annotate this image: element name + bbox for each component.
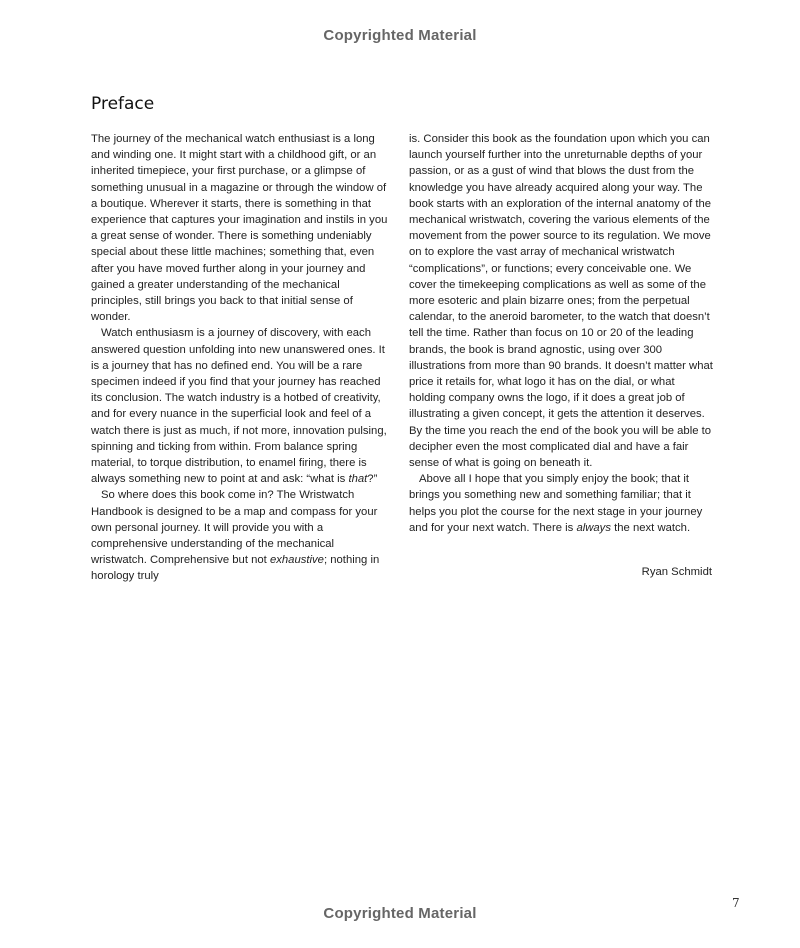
text-run: the next watch.	[610, 521, 691, 534]
page-title: Preface	[91, 94, 155, 114]
paragraph	[409, 471, 713, 536]
text-run: ; nothing in horology truly	[91, 554, 380, 583]
paragraph: is. Consider this book as the foundation upon which you can launch yourself further into the unreturnable depths of your passion, or as a gust of wind that blows the dust from the knowledge you have already acquired along your way. The book starts with an exploration of the internal anatomy of the mechanical wristwatch, covering the various elements of the movement from the power source to its regulation. We move on to explore the vast array of mechanical wristwatch “complications”, or functions; every conceivable one. We cover the timekeeping complications as well as some of the more esoteric and plain bizarre ones; from the perpetual calendar, to the aneroid barometer, to the watch that doesn’t tell the time. Rather than focus on 10 or 20 of the leading brands, the book is brand agnostic, using over 300 illustrations from more than 90 brands. It doesn’t matter what price it retails for, what logo it has on the dial, or what holding company owns the logo, if it does a great job of illustrating a given concept, it gets the attention it deserves. By the time you reach the end of the book you will be able to decipher even the most complicated dial and have a fair sense of what is going on beneath it.	[409, 133, 713, 470]
text-run: ?”	[367, 473, 378, 486]
watermark-top: Copyrighted Material	[323, 27, 477, 44]
emphasis: that	[348, 473, 368, 486]
text-run: So where does this book come in? The Wristwatch Handbook is designed to be a map and compass for your own personal journey. It will provide you with a comprehensive understanding of the mechanical wristwatch. Comprehensive but not	[91, 489, 378, 567]
paragraph	[91, 487, 393, 584]
right-column	[409, 131, 713, 536]
paragraph: The journey of the mechanical watch enthusiast is a long and winding one. It might start with a childhood gift, or an inherited timepiece, your first purchase, or a glimpse of something unusual in a magazine or through the window of a boutique. Wherever it starts, there is something in that experience that captures your imagination and instils in you a great sense of wonder. There is something undeniably special about these little machines; something that, even after you have moved further along in your journey and gained a greater understanding of the mechanical principles, still brings you back to that initial sense of wonder.	[91, 133, 388, 324]
watermark-bottom: Copyrighted Material	[323, 905, 477, 922]
text-run: Above all I hope that you simply enjoy the book; that it brings you something new and something familiar; that it helps you plot the course for the next stage in your journey and for your next watch. There is	[409, 473, 703, 534]
text-run: Watch enthusiasm is a journey of discovery, with each answered question unfolding into new unanswered ones. It is a journey that has no defined end. You will be a rare specimen indeed if you find that your journey has reached its conclusion. The watch industry is a hotbed of creativity, and for every nuance in the superficial look and feel of a watch there is just as much, if not more, innovation pulsing, spinning and ticking from within. From balance spring material, to torque distribution, to enamel firing, there is always something new to point at and ask: “what is	[91, 327, 387, 486]
author-signature: Ryan Schmidt	[641, 566, 712, 578]
left-column	[91, 131, 393, 585]
emphasis: exhaustive	[269, 554, 324, 567]
page-number: 7	[732, 896, 740, 910]
paragraph	[91, 325, 393, 487]
emphasis: always	[576, 521, 611, 534]
